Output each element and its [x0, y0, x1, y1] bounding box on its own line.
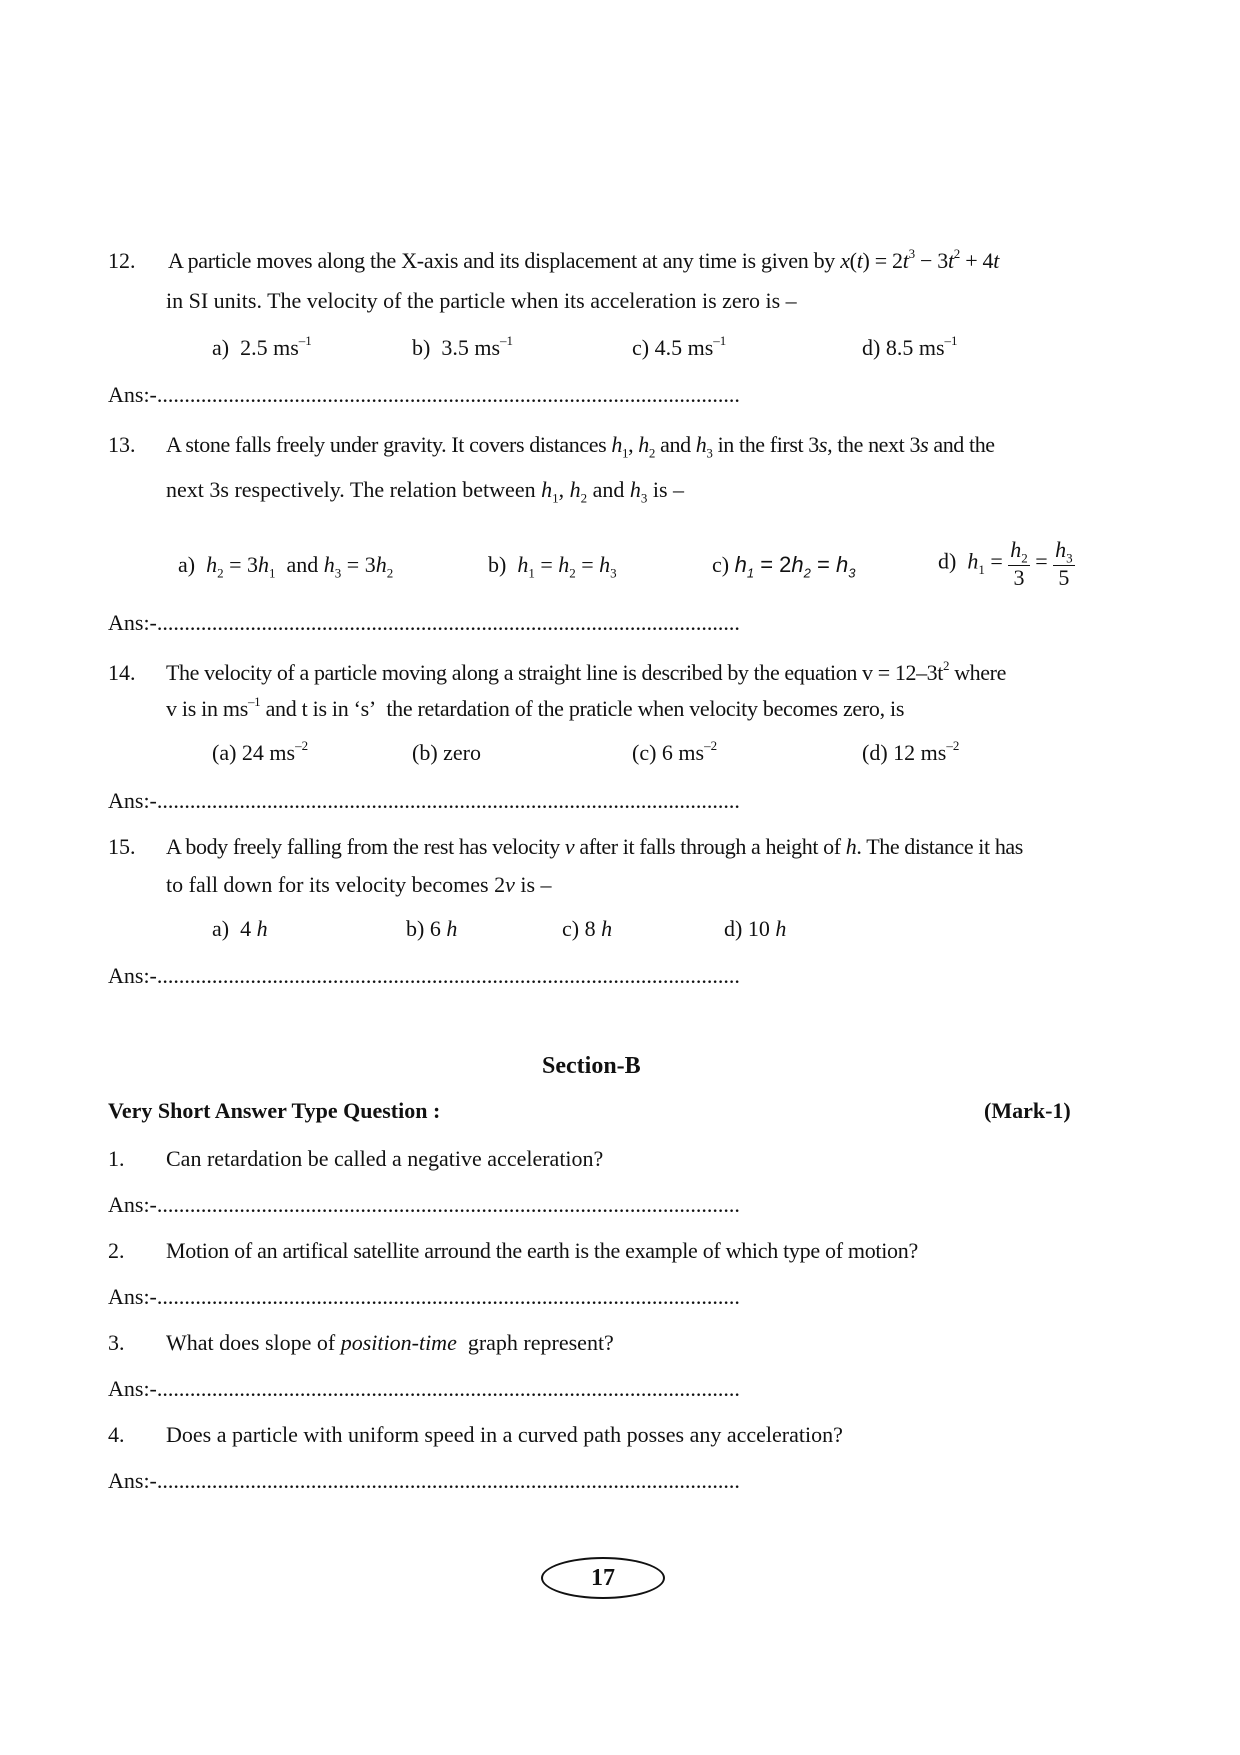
- answer-line: Ans:-..........................................................................................................: [108, 1376, 740, 1401]
- answer-line: Ans:-..........................................................................................................: [108, 1284, 740, 1309]
- q12-option-c: c) 4.5 $ms^{-1}$: [632, 333, 727, 360]
- short-question-4-number: 4.: [108, 1422, 125, 1447]
- question-15-text: A body freely falling from the rest has velocity v after it falls through a height of h. The distance it has: [166, 834, 1023, 859]
- short-question-3-text: What does slope of position-time graph represent?: [166, 1330, 614, 1355]
- q15-option-a: a) 4 h: [212, 916, 268, 941]
- q14-option-d: (d) 12 $ms^{-2}$: [862, 738, 960, 765]
- question-14-number: 14.: [108, 660, 136, 685]
- short-question-1-text: Can retardation be called a negative acceleration?: [166, 1146, 604, 1171]
- q15-option-d: d) 10 h: [724, 916, 787, 941]
- answer-line: Ans:-..........................................................................................................: [108, 382, 740, 407]
- question-15-text-line2: to fall down for its velocity becomes 2v is –: [166, 872, 552, 897]
- short-question-4-text: Does a particle with uniform speed in a curved path posses any acceleration?: [166, 1422, 843, 1447]
- question-15-number: 15.: [108, 834, 136, 859]
- answer-line: Ans:-..........................................................................................................: [108, 788, 740, 813]
- question-13-text-line2: next 3s respectively. The relation between $h_1$, $h_2$ and $h_3$ is –: [166, 477, 685, 506]
- q12-option-d: d) 8.5 $ms^{-1}$: [862, 333, 958, 360]
- short-question-1-number: 1.: [108, 1146, 125, 1171]
- question-14-text-line2: v is in $ms^{-1}$ and t is in ‘s’ the retardation of the praticle when velocity becomes zero, is: [166, 694, 905, 721]
- short-question-2-number: 2.: [108, 1238, 125, 1263]
- subsection-title: Very Short Answer Type Question :: [108, 1098, 441, 1123]
- q13-option-b: b) $h_1 = h_2 = h_3$: [488, 552, 617, 581]
- q13-option-c: c) $h_1 = 2h_2 = h_3$: [712, 552, 856, 581]
- answer-line: Ans:-..........................................................................................................: [108, 610, 740, 635]
- question-14-text: The velocity of a particle moving along a straight line is described by the equation $v = 12-3t^2$ where: [166, 658, 1006, 685]
- q15-option-b: b) 6 h: [406, 916, 458, 941]
- marks-label: (Mark-1): [984, 1098, 1071, 1123]
- q12-option-a: a) 2.5 $ms^{-1}$: [212, 333, 312, 360]
- q14-option-b: (b) zero: [412, 740, 482, 765]
- q12-option-b: b) 3.5 $ms^{-1}$: [412, 333, 513, 360]
- question-13-text: A stone falls freely under gravity. It covers distances $h_1$, $h_2$ and $h_3$ in the first 3s, the next 3s and the: [166, 432, 995, 461]
- question-12-text: A particle moves along the X-axis and its displacement at any time is given by $x(t) = 2t^3 - 3t^2 + 4t$: [168, 246, 1000, 273]
- page-number: 17: [541, 1557, 665, 1599]
- short-question-2-text: Motion of an artifical satellite arround the earth is the example of which type of motion?: [166, 1238, 918, 1263]
- q14-option-c: (c) 6 $ms^{-2}$: [632, 738, 718, 765]
- answer-line: Ans:-..........................................................................................................: [108, 963, 740, 988]
- q15-option-c: c) 8 h: [562, 916, 613, 941]
- question-13-number: 13.: [108, 432, 136, 457]
- answer-line: Ans:-..........................................................................................................: [108, 1468, 740, 1493]
- section-title: Section-B: [542, 1053, 641, 1079]
- answer-line: Ans:-..........................................................................................................: [108, 1192, 740, 1217]
- question-12-text-line2: in SI units. The velocity of the particle when its acceleration is zero is –: [166, 288, 797, 313]
- q13-option-a: a) $h_2 = 3h_1$ and $h_3 = 3h_2$: [178, 552, 394, 581]
- q14-option-a: (a) 24 $ms^{-2}$: [212, 738, 309, 765]
- short-question-3-number: 3.: [108, 1330, 125, 1355]
- q13-option-d: d) $h_1$ = $\frac{h_2}{3}$ = $\frac{h_3}{5}$: [938, 537, 1073, 591]
- question-12-number: 12.: [108, 248, 136, 273]
